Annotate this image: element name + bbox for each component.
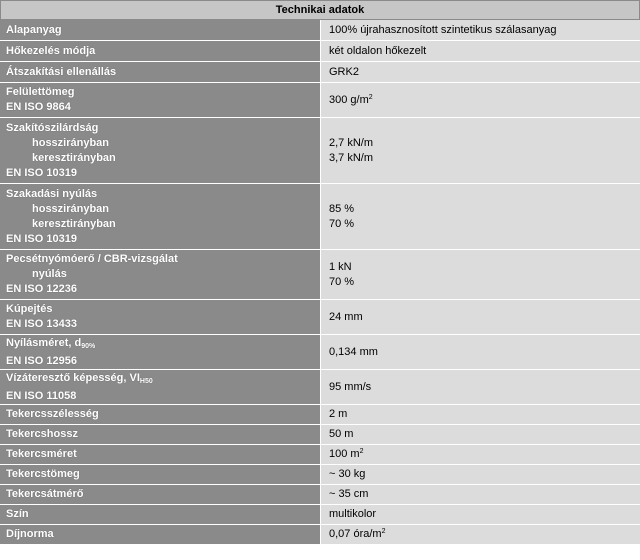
row-value: ~ 30 kg <box>321 465 640 484</box>
row-value: multikolor <box>321 505 640 524</box>
table-row <box>0 505 640 525</box>
row-label: Kúpejtés EN ISO 13433 <box>0 300 321 334</box>
table-row <box>0 20 640 41</box>
row-value: 2,7 kN/m 3,7 kN/m <box>321 118 640 183</box>
row-value: 100% újrahasznosított szintetikus szálasanyag <box>321 20 640 40</box>
table-row <box>0 118 640 184</box>
row-value: két oldalon hőkezelt <box>321 41 640 61</box>
table-row <box>0 62 640 83</box>
table-row <box>0 300 640 335</box>
standard-label: EN ISO 10319 <box>6 232 77 245</box>
row-label: Tekercsméret <box>0 445 321 464</box>
standard-label: EN ISO 10319 <box>6 166 77 179</box>
table-row <box>0 445 640 465</box>
table-row <box>0 335 640 370</box>
row-label: Tekercsátmérő <box>0 485 321 504</box>
row-value: 24 mm <box>321 300 640 334</box>
table-row <box>0 525 640 545</box>
table-row <box>0 250 640 300</box>
row-label: Nyílásméret, $d_{90\%}$ EN ISO 12956 <box>0 335 321 369</box>
row-value: 85 % 70 % <box>321 184 640 249</box>
row-value: ~ 35 cm <box>321 485 640 504</box>
row-value: GRK2 <box>321 62 640 82</box>
table-row <box>0 370 640 405</box>
table-row <box>0 41 640 62</box>
row-label: Pecsétnyómóerő / CBR-vizsgálat nyúlás EN ISO 12236 <box>0 250 321 299</box>
standard-label: EN ISO 11058 <box>6 389 77 402</box>
table-row <box>0 405 640 425</box>
row-label: Tekercshossz <box>0 425 321 444</box>
row-value: 100 $m^2$ <box>321 445 640 464</box>
row-value: 1 kN 70 % <box>321 250 640 299</box>
row-label: Hőkezelés módja <box>0 41 321 61</box>
row-label: Felülettömeg EN ISO 9864 <box>0 83 321 117</box>
row-value: 2 m <box>321 405 640 424</box>
row-value: 50 m <box>321 425 640 444</box>
table-row <box>0 425 640 445</box>
row-label: Díjnorma <box>0 525 321 544</box>
row-label: Szakadási nyúlás hosszirányban keresztirányban EN ISO 10319 <box>0 184 321 249</box>
row-label: Szakítószilárdság hosszirányban keresztirányban EN ISO 10319 <box>0 118 321 183</box>
standard-label: EN ISO 9864 <box>6 101 71 113</box>
table-row <box>0 83 640 118</box>
row-label: Szín <box>0 505 321 524</box>
table-title: Technikai adatok <box>0 0 640 20</box>
table-row <box>0 465 640 485</box>
row-value: 300 $g/m^2$ <box>321 83 640 117</box>
standard-label: EN ISO 12956 <box>6 354 77 367</box>
row-label: Tekercsszélesség <box>0 405 321 424</box>
standard-label: EN ISO 12236 <box>6 283 77 295</box>
table-row <box>0 485 640 505</box>
row-value: 0,07 óra/$m^2$ <box>321 525 640 544</box>
row-label: Alapanyag <box>0 20 321 40</box>
standard-label: EN ISO 13433 <box>6 318 77 330</box>
row-label: Tekercstömeg <box>0 465 321 484</box>
row-label: Átszakítási ellenállás <box>0 62 321 82</box>
table-row <box>0 184 640 250</box>
row-label: Vízáteresztő képesség, $VI_{H50}$ EN ISO 11058 <box>0 370 321 404</box>
row-value: 0,134 mm <box>321 335 640 369</box>
row-value: 95 mm/s <box>321 370 640 404</box>
